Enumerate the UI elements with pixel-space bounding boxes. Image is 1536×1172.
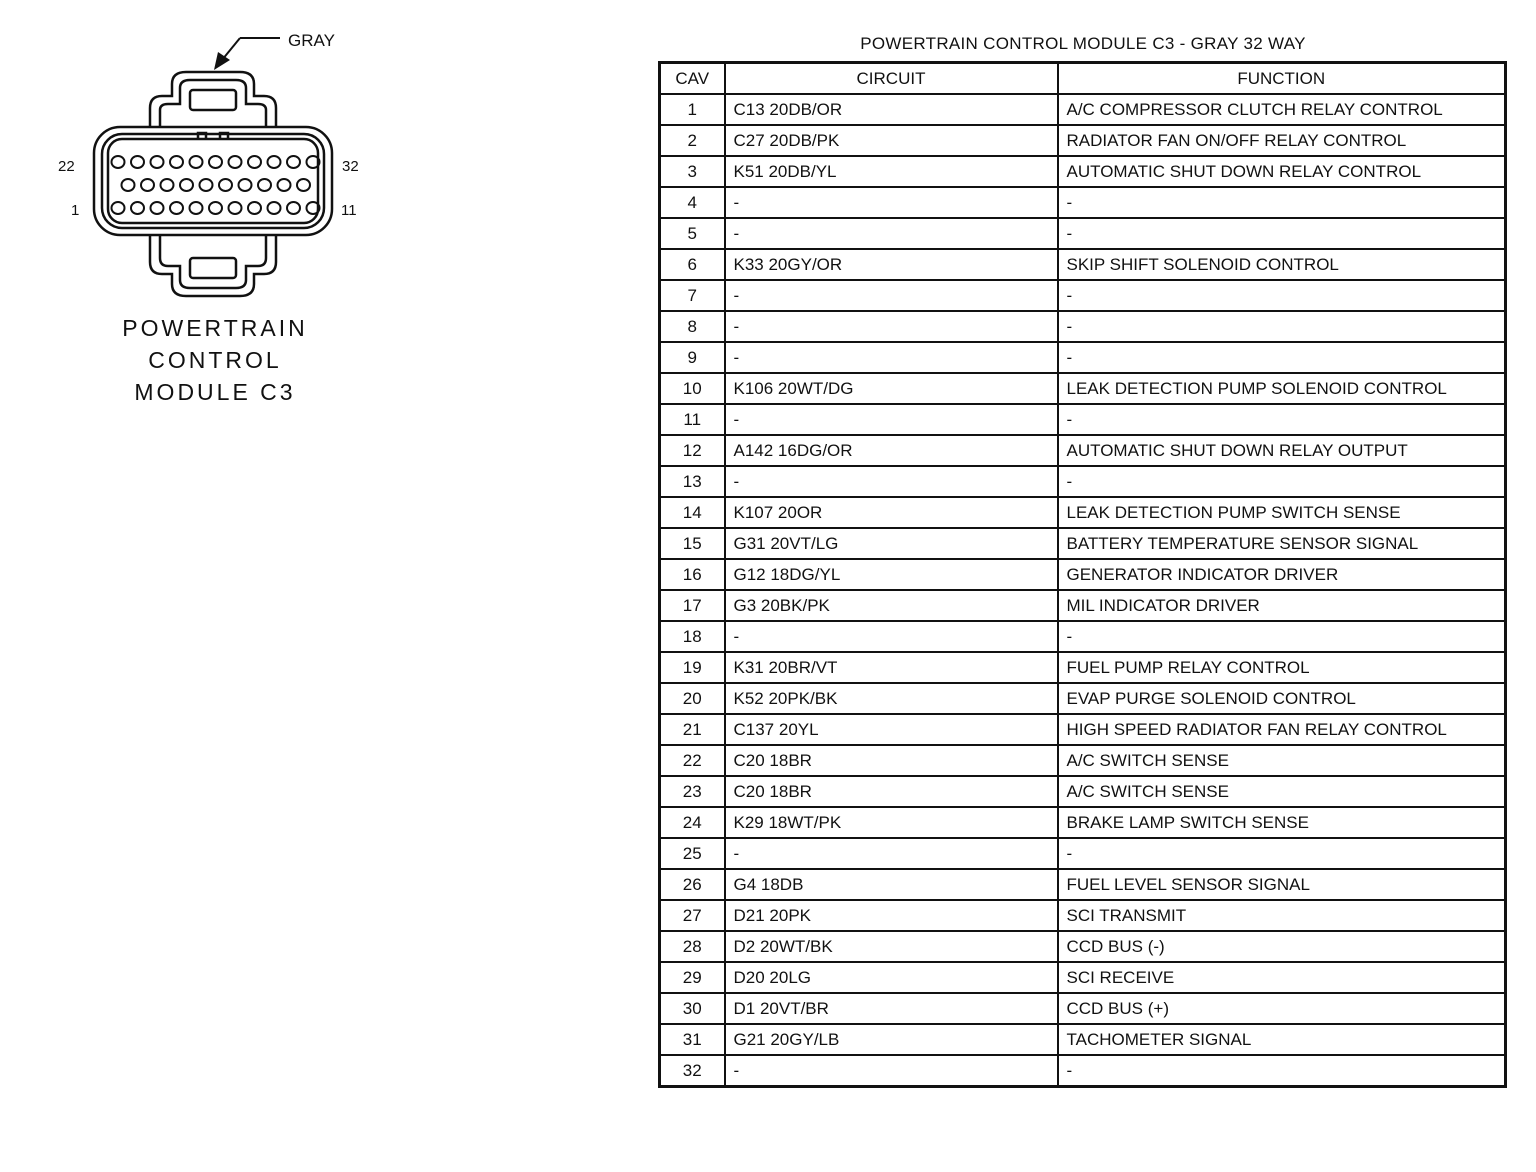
cell-circuit: G4 18DB: [725, 869, 1058, 900]
cell-circuit: -: [725, 280, 1058, 311]
table-row: [660, 125, 1506, 156]
cell-circuit: -: [725, 621, 1058, 652]
cell-cav: 13: [660, 466, 725, 497]
pin-cavity: [200, 179, 213, 191]
cell-function: MIL INDICATOR DRIVER: [1058, 590, 1506, 621]
pin-cavity: [141, 179, 154, 191]
cell-function: -: [1058, 404, 1506, 435]
cell-cav: 14: [660, 497, 725, 528]
cell-cav: 30: [660, 993, 725, 1024]
cell-cav: 22: [660, 745, 725, 776]
cell-circuit: C137 20YL: [725, 714, 1058, 745]
cell-function: SCI TRANSMIT: [1058, 900, 1506, 931]
cell-function: -: [1058, 218, 1506, 249]
table-row: [660, 559, 1506, 590]
cell-circuit: G3 20BK/PK: [725, 590, 1058, 621]
cell-cav: 31: [660, 1024, 725, 1055]
table-row: [660, 776, 1506, 807]
cell-function: -: [1058, 621, 1506, 652]
table-row: [660, 187, 1506, 218]
pin-cavity: [161, 179, 174, 191]
pin-cavity: [239, 179, 252, 191]
cell-circuit: -: [725, 404, 1058, 435]
table-row: [660, 311, 1506, 342]
cell-cav: 28: [660, 931, 725, 962]
table-row: [660, 683, 1506, 714]
pin-cavity: [209, 202, 222, 214]
table-row: [660, 838, 1506, 869]
table-row: [660, 1024, 1506, 1055]
cell-function: BRAKE LAMP SWITCH SENSE: [1058, 807, 1506, 838]
cell-function: TACHOMETER SIGNAL: [1058, 1024, 1506, 1055]
cell-function: -: [1058, 187, 1506, 218]
cell-function: AUTOMATIC SHUT DOWN RELAY OUTPUT: [1058, 435, 1506, 466]
pin-cavity: [131, 202, 144, 214]
cell-cav: 12: [660, 435, 725, 466]
pin-label-11: 11: [341, 202, 357, 219]
pin-label-32: 32: [342, 158, 359, 175]
cell-circuit: C13 20DB/OR: [725, 94, 1058, 125]
cell-cav: 9: [660, 342, 725, 373]
table-row: [660, 435, 1506, 466]
header-circuit: CIRCUIT: [725, 63, 1058, 95]
cell-circuit: D2 20WT/BK: [725, 931, 1058, 962]
pin-cavity: [268, 202, 281, 214]
table-row: [660, 1055, 1506, 1087]
pin-cavity: [180, 179, 193, 191]
pin-cavity: [229, 202, 242, 214]
table-row: [660, 869, 1506, 900]
pinout-table-body: [660, 94, 1506, 1087]
cell-function: AUTOMATIC SHUT DOWN RELAY CONTROL: [1058, 156, 1506, 187]
cell-function: CCD BUS (+): [1058, 993, 1506, 1024]
cell-cav: 4: [660, 187, 725, 218]
cell-function: RADIATOR FAN ON/OFF RELAY CONTROL: [1058, 125, 1506, 156]
cell-function: A/C SWITCH SENSE: [1058, 745, 1506, 776]
pin-cavity: [278, 179, 291, 191]
table-row: [660, 528, 1506, 559]
cell-cav: 10: [660, 373, 725, 404]
cell-cav: 29: [660, 962, 725, 993]
cell-circuit: -: [725, 187, 1058, 218]
cell-function: A/C SWITCH SENSE: [1058, 776, 1506, 807]
cell-function: GENERATOR INDICATOR DRIVER: [1058, 559, 1506, 590]
cell-circuit: K106 20WT/DG: [725, 373, 1058, 404]
pin-label-1: 1: [71, 202, 80, 219]
pinout-table: [658, 61, 1507, 1088]
cell-circuit: K51 20DB/YL: [725, 156, 1058, 187]
table-row: [660, 497, 1506, 528]
cell-cav: 24: [660, 807, 725, 838]
cell-function: -: [1058, 838, 1506, 869]
cell-function: -: [1058, 342, 1506, 373]
table-row: [660, 652, 1506, 683]
cell-function: A/C COMPRESSOR CLUTCH RELAY CONTROL: [1058, 94, 1506, 125]
cell-circuit: -: [725, 838, 1058, 869]
gray-callout-arrow: [214, 38, 280, 70]
cell-function: FUEL PUMP RELAY CONTROL: [1058, 652, 1506, 683]
pin-cavity: [248, 156, 261, 168]
cell-circuit: -: [725, 342, 1058, 373]
cell-function: SKIP SHIFT SOLENOID CONTROL: [1058, 249, 1506, 280]
connector-caption-line3: MODULE C3: [134, 379, 296, 405]
cell-function: EVAP PURGE SOLENOID CONTROL: [1058, 683, 1506, 714]
cell-circuit: -: [725, 218, 1058, 249]
cell-cav: 7: [660, 280, 725, 311]
table-row: [660, 962, 1506, 993]
cell-circuit: K33 20GY/OR: [725, 249, 1058, 280]
cell-circuit: D21 20PK: [725, 900, 1058, 931]
pin-cavity: [151, 156, 164, 168]
cell-circuit: K107 20OR: [725, 497, 1058, 528]
cell-circuit: G31 20VT/LG: [725, 528, 1058, 559]
cell-cav: 25: [660, 838, 725, 869]
cell-function: -: [1058, 1055, 1506, 1087]
cell-cav: 20: [660, 683, 725, 714]
cell-circuit: K29 18WT/PK: [725, 807, 1058, 838]
cell-cav: 5: [660, 218, 725, 249]
cell-cav: 3: [660, 156, 725, 187]
table-row: [660, 280, 1506, 311]
pin-cavity: [170, 156, 183, 168]
pin-cavity: [112, 156, 125, 168]
connector-color-label: GRAY: [288, 31, 335, 50]
pin-cavity: [287, 202, 300, 214]
cell-cav: 16: [660, 559, 725, 590]
pin-cavity: [122, 179, 135, 191]
cell-circuit: D1 20VT/BR: [725, 993, 1058, 1024]
cell-circuit: -: [725, 1055, 1058, 1087]
pin-label-22: 22: [58, 158, 75, 175]
table-row: [660, 590, 1506, 621]
cell-cav: 17: [660, 590, 725, 621]
cell-circuit: A142 16DG/OR: [725, 435, 1058, 466]
connector-caption-line1: POWERTRAIN: [122, 315, 308, 341]
table-row: [660, 218, 1506, 249]
pin-grid: [112, 156, 320, 214]
table-row: [660, 745, 1506, 776]
cell-cav: 11: [660, 404, 725, 435]
cell-cav: 26: [660, 869, 725, 900]
cell-circuit: C27 20DB/PK: [725, 125, 1058, 156]
pin-cavity: [190, 202, 203, 214]
cell-function: -: [1058, 311, 1506, 342]
cell-cav: 15: [660, 528, 725, 559]
cell-circuit: K52 20PK/BK: [725, 683, 1058, 714]
pin-cavity: [287, 156, 300, 168]
pin-cavity: [151, 202, 164, 214]
cell-cav: 1: [660, 94, 725, 125]
cell-function: FUEL LEVEL SENSOR SIGNAL: [1058, 869, 1506, 900]
cell-circuit: -: [725, 466, 1058, 497]
table-row: [660, 900, 1506, 931]
cell-cav: 21: [660, 714, 725, 745]
cell-function: HIGH SPEED RADIATOR FAN RELAY CONTROL: [1058, 714, 1506, 745]
cell-cav: 2: [660, 125, 725, 156]
header-cav: CAV: [660, 63, 725, 95]
cell-circuit: C20 18BR: [725, 745, 1058, 776]
table-title: POWERTRAIN CONTROL MODULE C3 - GRAY 32 WAY: [860, 34, 1306, 53]
cell-cav: 19: [660, 652, 725, 683]
cell-function: -: [1058, 280, 1506, 311]
pin-cavity: [190, 156, 203, 168]
pin-cavity: [170, 202, 183, 214]
cell-function: CCD BUS (-): [1058, 931, 1506, 962]
table-row: [660, 931, 1506, 962]
pin-cavity: [131, 156, 144, 168]
cell-circuit: C20 18BR: [725, 776, 1058, 807]
pin-cavity: [209, 156, 222, 168]
cell-circuit: G12 18DG/YL: [725, 559, 1058, 590]
cell-cav: 32: [660, 1055, 725, 1087]
pin-cavity: [268, 156, 281, 168]
pin-cavity: [258, 179, 271, 191]
cell-function: BATTERY TEMPERATURE SENSOR SIGNAL: [1058, 528, 1506, 559]
table-row: [660, 404, 1506, 435]
cell-cav: 8: [660, 311, 725, 342]
cell-circuit: -: [725, 311, 1058, 342]
table-row: [660, 807, 1506, 838]
pin-cavity: [297, 179, 310, 191]
cell-function: -: [1058, 466, 1506, 497]
cell-cav: 23: [660, 776, 725, 807]
cell-cav: 27: [660, 900, 725, 931]
table-row: [660, 156, 1506, 187]
cell-circuit: D20 20LG: [725, 962, 1058, 993]
cell-circuit: G21 20GY/LB: [725, 1024, 1058, 1055]
cell-function: SCI RECEIVE: [1058, 962, 1506, 993]
table-row: [660, 94, 1506, 125]
cell-circuit: K31 20BR/VT: [725, 652, 1058, 683]
table-row: [660, 466, 1506, 497]
table-header-row: [660, 63, 1506, 95]
connector-caption-line2: CONTROL: [148, 347, 282, 373]
cell-function: LEAK DETECTION PUMP SOLENOID CONTROL: [1058, 373, 1506, 404]
pin-cavity: [229, 156, 242, 168]
table-row: [660, 342, 1506, 373]
cell-cav: 6: [660, 249, 725, 280]
header-function: FUNCTION: [1058, 63, 1506, 95]
pin-cavity: [112, 202, 125, 214]
table-row: [660, 714, 1506, 745]
pin-cavity: [219, 179, 232, 191]
cell-cav: 18: [660, 621, 725, 652]
table-row: [660, 249, 1506, 280]
table-row: [660, 621, 1506, 652]
table-row: [660, 373, 1506, 404]
cell-function: LEAK DETECTION PUMP SWITCH SENSE: [1058, 497, 1506, 528]
table-row: [660, 993, 1506, 1024]
pin-cavity: [248, 202, 261, 214]
